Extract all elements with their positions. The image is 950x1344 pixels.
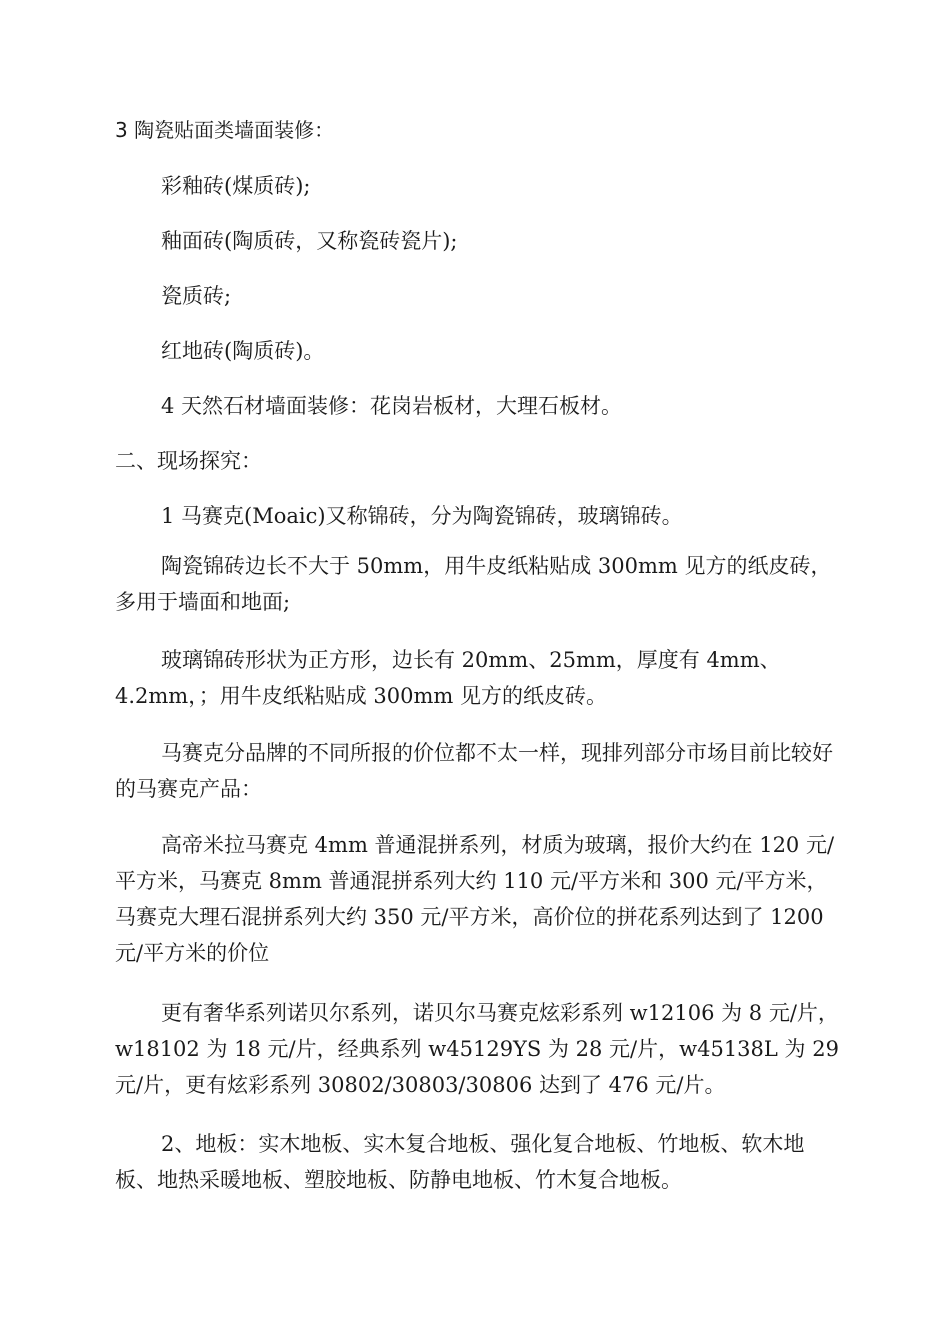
list-item-porcelain-tile: 瓷质砖; — [161, 284, 232, 308]
list-item-colored-glaze-tile: 彩釉砖(煤质砖); — [161, 174, 311, 198]
paragraph-ceramic-mosaic: 陶瓷锦砖边长不大于 50mm，用牛皮纸粘贴成 300mm 见方的纸皮砖，多用于墙面和地面; — [115, 554, 832, 614]
paragraph-mosaic-brands: 马赛克分品牌的不同所报的价位都不太一样，现排列部分市场目前比较好的马赛克产品： — [115, 741, 833, 801]
paragraph-nobel-prices: 更有奢华系列诺贝尔系列，诺贝尔马赛克炫彩系列 w12106 为 8 元/片，w18102 为 18 元/片，经典系列 w45129YS 为 28 元/片，w45138L 为 29 元/片，更有炫彩系列 30802/30803/30806 达到了 476 元/片。 — [115, 1001, 839, 1097]
paragraph-natural-stone: 4 天然石材墙面装修：花岗岩板材，大理石板材。 — [161, 394, 623, 418]
section-heading-field-study: 二、现场探究： — [115, 449, 262, 473]
paragraph-gaodi-mila-prices: 高帝米拉马赛克 4mm 普通混拼系列，材质为玻璃，报价大约在 120 元/平方米，马赛克 8mm 普通混拼系列大约 110 元/平方米和 300 元/平方米，马赛克大理石混拼系列大约 350 元/平方米，高价位的拼花系列达到了 1200 元/平方米的价位 — [115, 833, 835, 965]
list-item-glazed-tile: 釉面砖(陶质砖，又称瓷砖瓷片); — [161, 229, 458, 253]
paragraph-flooring: 2、地板：实木地板、实木复合地板、强化复合地板、竹地板、软木地板、地热采暖地板、塑胶地板、防静电地板、竹木复合地板。 — [115, 1132, 805, 1192]
paragraph-mosaic-intro: 1 马赛克(Moaic)又称锦砖，分为陶瓷锦砖，玻璃锦砖。 — [161, 504, 683, 528]
section-heading-ceramic: 3 陶瓷贴面类墙面装修： — [115, 118, 335, 142]
list-item-red-floor-tile: 红地砖(陶质砖)。 — [161, 339, 325, 363]
paragraph-glass-mosaic: 玻璃锦砖形状为正方形，边长有 20mm、25mm，厚度有 4mm、4.2mm，；用牛皮纸粘贴成 300mm 见方的纸皮砖。 — [115, 648, 781, 708]
